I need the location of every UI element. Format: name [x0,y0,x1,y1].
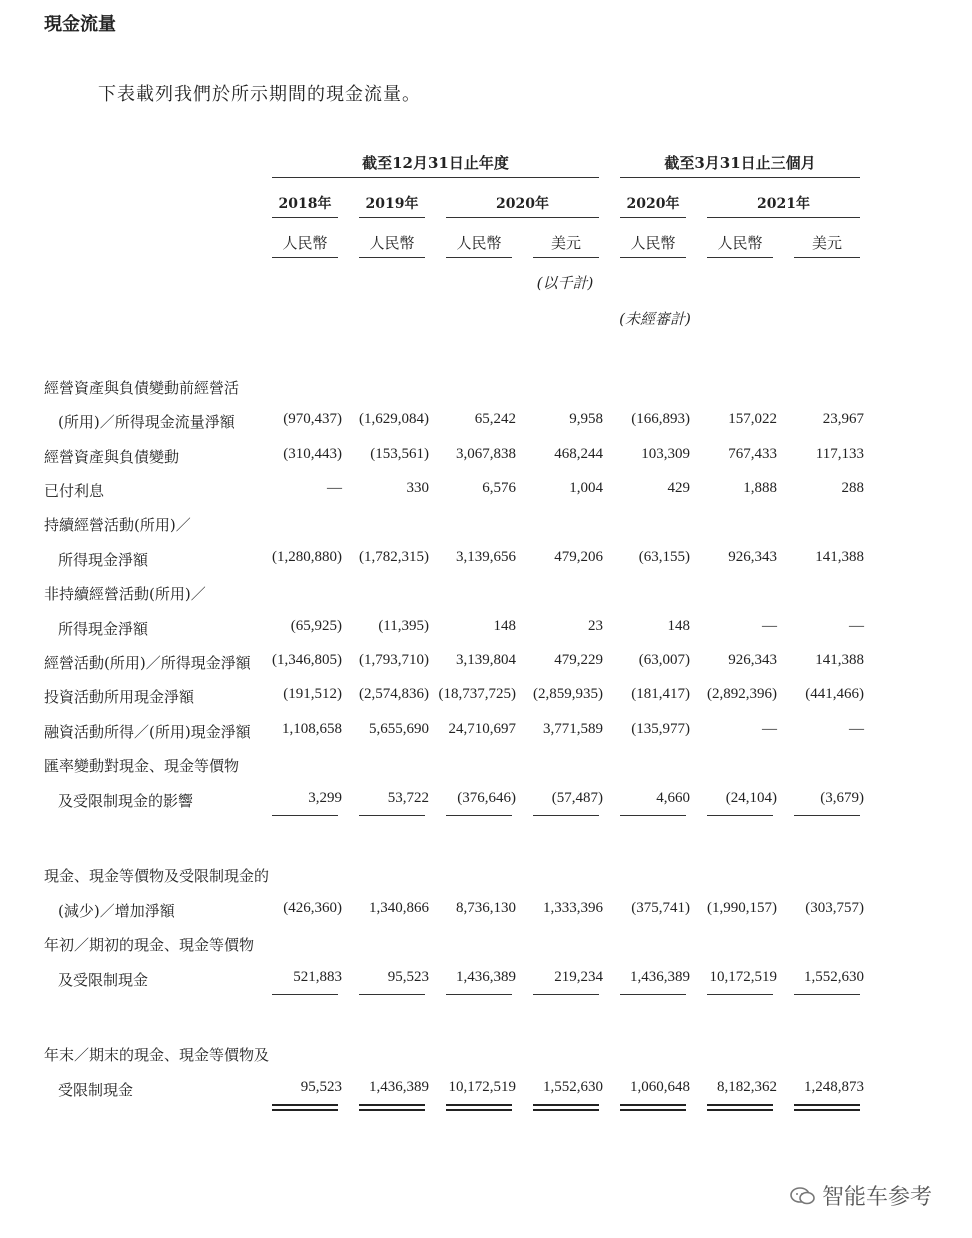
cell-value: 1,888 [743,480,777,496]
cell-value: 1,108,658 [282,721,342,737]
cell-value: 95,523 [387,969,429,985]
cell-value: 1,333,396 [543,900,603,916]
cell-value: 6,576 [482,480,516,496]
cell-value: 3,139,804 [456,652,516,668]
cell-value: (3,679) [820,790,864,806]
cell-value: 5,655,690 [369,721,429,737]
cell-value: 117,133 [815,446,864,462]
cell-value: 1,248,873 [804,1079,864,1095]
year-header-2019-rule [359,217,425,218]
cell-value: 926,343 [728,652,777,668]
cell-value: (24,104) [725,790,777,806]
cell-value: (2,574,836) [359,686,429,702]
cell-value: 1,060,648 [630,1079,690,1095]
cell-value: 103,309 [641,446,690,462]
row-label: 及受限制現金 [58,971,149,989]
group-header-quarter: 截至3月31日止三個月 [664,154,816,172]
currency-header: 人民幣 [717,234,763,252]
total-double-rule [533,1104,599,1106]
currency-header-rule [533,257,599,258]
cell-value: (303,757) [805,900,864,916]
cell-value: (441,466) [805,686,864,702]
total-double-rule [446,1109,512,1111]
cell-value: 148 [493,618,516,634]
cell-value: 521,883 [293,969,342,985]
currency-header-rule [707,257,773,258]
intro-text: 下表載列我們於所示期間的現金流量。 [98,84,421,105]
cell-value: (1,793,710) [359,652,429,668]
cell-value: 157,022 [728,411,777,427]
currency-header: 人民幣 [630,234,676,252]
cell-value: (376,646) [457,790,516,806]
cell-value: — [849,618,864,634]
year-header-2020: 2020年 [496,196,549,212]
year-header-2018-rule [272,217,338,218]
cell-value: (11,395) [378,618,429,634]
total-double-rule [707,1109,773,1111]
subtotal-rule [446,994,512,995]
cell-value: (1,629,084) [359,411,429,427]
cell-value: (57,487) [551,790,603,806]
cell-value: (65,925) [290,618,342,634]
cell-value: 141,388 [815,652,864,668]
cell-value: 3,771,589 [543,721,603,737]
row-label: (所用)／所得現金流量淨額 [58,413,235,431]
cell-value: 148 [667,618,690,634]
cell-value: (426,360) [283,900,342,916]
subtotal-rule [794,815,860,816]
cell-value: 468,244 [554,446,603,462]
row-label: 年末／期末的現金、現金等價物及 [44,1046,270,1064]
cell-value: 479,206 [554,549,603,565]
currency-header: 美元 [550,234,581,252]
cell-value: (18,737,725) [438,686,516,702]
cell-value: (63,155) [638,549,690,565]
subtotal-rule [272,994,338,995]
total-double-rule [359,1109,425,1111]
watermark [790,1180,932,1211]
cell-value: 141,388 [815,549,864,565]
cell-value: — [762,618,777,634]
row-label: 所得現金淨額 [58,620,149,638]
cell-value: 926,343 [728,549,777,565]
cell-value: 8,182,362 [717,1079,777,1095]
row-label: 及受限制現金的影響 [58,792,194,810]
cell-value: (191,512) [283,686,342,702]
total-double-rule [707,1104,773,1106]
total-double-rule [620,1104,686,1106]
currency-header: 美元 [811,234,842,252]
watermark-text: 智能车参考 [822,1185,933,1210]
row-label: 現金、現金等價物及受限制現金的 [44,867,270,885]
year-header-2021-q-rule [707,217,860,218]
cell-value: 3,299 [308,790,342,806]
year-header-2020-q: 2020年 [626,196,680,212]
row-label: 經營資產與負債變動 [44,448,180,466]
cell-value: 767,433 [728,446,777,462]
cell-value: 1,436,389 [630,969,690,985]
cell-value: 330 [406,480,429,496]
cell-value: (1,280,880) [272,549,342,565]
cell-value: 8,736,130 [456,900,516,916]
group-header-annual: 截至12月31日止年度 [362,154,509,172]
group-header-annual-rule [272,177,599,178]
cell-value: 1,340,866 [369,900,429,916]
cell-value: (1,346,805) [272,652,342,668]
currency-header-rule [359,257,425,258]
total-double-rule [533,1109,599,1111]
currency-header-rule [446,257,512,258]
row-label: 非持續經營活動(所用)／ [44,585,206,603]
row-label: 經營資產與負債變動前經營活 [44,379,240,397]
cell-value: 53,722 [387,790,429,806]
year-header-2021-q: 2021年 [757,196,810,212]
subtotal-rule [533,994,599,995]
row-label: (減少)／增加淨額 [58,902,175,920]
row-label: 所得現金淨額 [58,551,149,569]
subtotal-rule [359,994,425,995]
row-label: 匯率變動對現金、現金等價物 [44,757,240,775]
currency-header-rule [794,257,860,258]
total-double-rule [794,1109,860,1111]
subtotal-rule [620,994,686,995]
year-header-2018: 2018年 [278,196,332,212]
currency-header: 人民幣 [456,234,502,252]
subtotal-rule [446,815,512,816]
currency-header: 人民幣 [369,234,415,252]
cell-value: (310,443) [283,446,342,462]
section-title: 現金流量 [44,14,116,35]
year-header-2020-rule [446,217,599,218]
cell-value: (1,990,157) [707,900,777,916]
cell-value: 10,172,519 [709,969,777,985]
subtotal-rule [533,815,599,816]
cell-value: 23 [588,618,603,634]
total-double-rule [620,1109,686,1111]
cell-value: 219,234 [554,969,603,985]
subtotal-rule [272,815,338,816]
subtotal-rule [620,815,686,816]
total-double-rule [446,1104,512,1106]
cell-value: 65,242 [474,411,516,427]
cell-value: — [762,721,777,737]
row-label: 年初／期初的現金、現金等價物 [44,936,255,954]
currency-header-rule [272,257,338,258]
row-label: 已付利息 [44,482,105,500]
cell-value: (375,741) [631,900,690,916]
cell-value: (63,007) [638,652,690,668]
cell-value: 1,004 [569,480,603,496]
currency-header: 人民幣 [282,234,328,252]
cell-value: 3,067,838 [456,446,516,462]
cell-value: 24,710,697 [448,721,516,737]
row-label: 經營活動(所用)／所得現金淨額 [44,654,251,672]
row-label: 投資活動所用現金淨額 [44,688,195,706]
currency-header-rule [620,257,686,258]
cell-value: 9,958 [569,411,603,427]
cell-value: (1,782,315) [359,549,429,565]
row-label: 持續經營活動(所用)／ [44,516,191,534]
cell-value: (2,859,935) [533,686,603,702]
cell-value: 1,436,389 [369,1079,429,1095]
cell-value: (153,561) [370,446,429,462]
row-label: 受限制現金 [58,1081,134,1099]
cell-value: 3,139,656 [456,549,516,565]
cell-value: 4,660 [656,790,690,806]
cell-value: (2,892,396) [707,686,777,702]
cell-value: 288 [841,480,864,496]
wechat-icon [790,1186,816,1206]
note-unaudited: (未經審計) [619,310,691,328]
year-header-2020-q-rule [620,217,686,218]
total-double-rule [359,1104,425,1106]
total-double-rule [794,1104,860,1106]
cell-value: 479,229 [554,652,603,668]
note-thousands: (以千計) [536,274,594,292]
row-label: 融資活動所得／(所用)現金淨額 [44,723,251,741]
subtotal-rule [359,815,425,816]
cell-value: — [327,480,342,496]
group-header-quarter-rule [620,177,860,178]
cell-value: 10,172,519 [448,1079,516,1095]
cell-value: (135,977) [631,721,690,737]
cell-value: 95,523 [300,1079,342,1095]
cell-value: — [849,721,864,737]
cell-value: (970,437) [283,411,342,427]
cell-value: (166,893) [631,411,690,427]
cell-value: (181,417) [631,686,690,702]
cell-value: 23,967 [822,411,864,427]
total-double-rule [272,1104,338,1106]
subtotal-rule [707,815,773,816]
cell-value: 429 [667,480,690,496]
cell-value: 1,436,389 [456,969,516,985]
total-double-rule [272,1109,338,1111]
subtotal-rule [794,994,860,995]
cell-value: 1,552,630 [543,1079,603,1095]
cell-value: 1,552,630 [804,969,864,985]
subtotal-rule [707,994,773,995]
year-header-2019: 2019年 [365,196,419,212]
